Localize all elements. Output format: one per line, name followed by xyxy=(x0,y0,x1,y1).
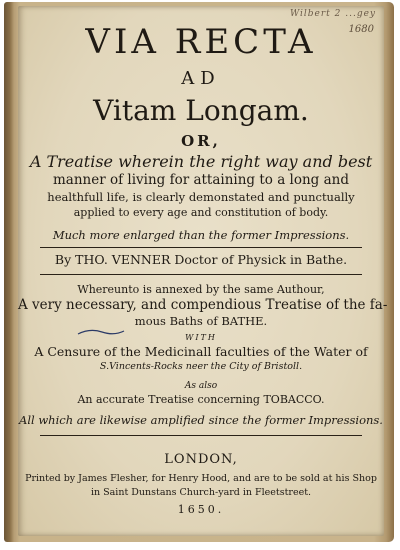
annex-line-7: As also xyxy=(184,381,218,391)
annex-line-1: Whereunto is annexed by the same Authour, xyxy=(77,283,325,296)
handwritten-year: 1680 xyxy=(348,24,374,35)
imprint-line-2: in Saint Dunstans Church-yard in Fleetstreet. xyxy=(90,487,312,498)
annex-line-9: All which are likewise amplified since the former Impressions. xyxy=(19,413,383,427)
subtitle-line-3: healthfull life, is clearly demonstated and punctually xyxy=(47,190,355,204)
annex-line-5: A Censure of the Medicinall faculties of the Water of xyxy=(34,344,368,359)
imprint-line-1: Printed by James Flesher, for Henry Hood, and are to be sold at his Shop xyxy=(25,473,377,484)
title-line-1: VIA RECTA xyxy=(85,22,317,62)
title-page xyxy=(18,6,388,536)
subtitle-line-5: Much more enlarged than the former Impressions. xyxy=(52,228,350,242)
annex-line-6: S.Vincents-Rocks neer the City of Bristoll. xyxy=(99,361,303,372)
annex-line-8: An accurate Treatise concerning TOBACCO. xyxy=(77,393,325,406)
author-line: By THO. VENNER Doctor of Physick in Bathe. xyxy=(54,252,348,267)
divider-rule xyxy=(40,274,362,275)
annex-line-2: A very necessary, and compendious Treatise of the fa- xyxy=(18,297,388,313)
book-cover xyxy=(4,2,394,542)
imprint-year: 1650. xyxy=(177,503,225,516)
title-line-2: AD xyxy=(181,68,221,89)
divider-rule xyxy=(40,247,362,248)
annex-line-3: mous Baths of BATHE. xyxy=(134,314,268,328)
divider-rule xyxy=(40,435,362,436)
subtitle-line-2: manner of living for attaining to a long and xyxy=(52,172,349,188)
title-line-3: Vitam Longam. xyxy=(93,94,309,127)
imprint-city: LONDON, xyxy=(164,452,238,467)
subtitle-line-1: A Treatise wherein the right way and best xyxy=(29,152,373,171)
title-line-4: OR, xyxy=(181,132,221,150)
subtitle-line-4: applied to every age and constitution of body. xyxy=(73,206,329,219)
handwritten-note: Wilbert 2 ...gey xyxy=(289,9,376,19)
annex-line-4: WITH xyxy=(185,333,217,342)
